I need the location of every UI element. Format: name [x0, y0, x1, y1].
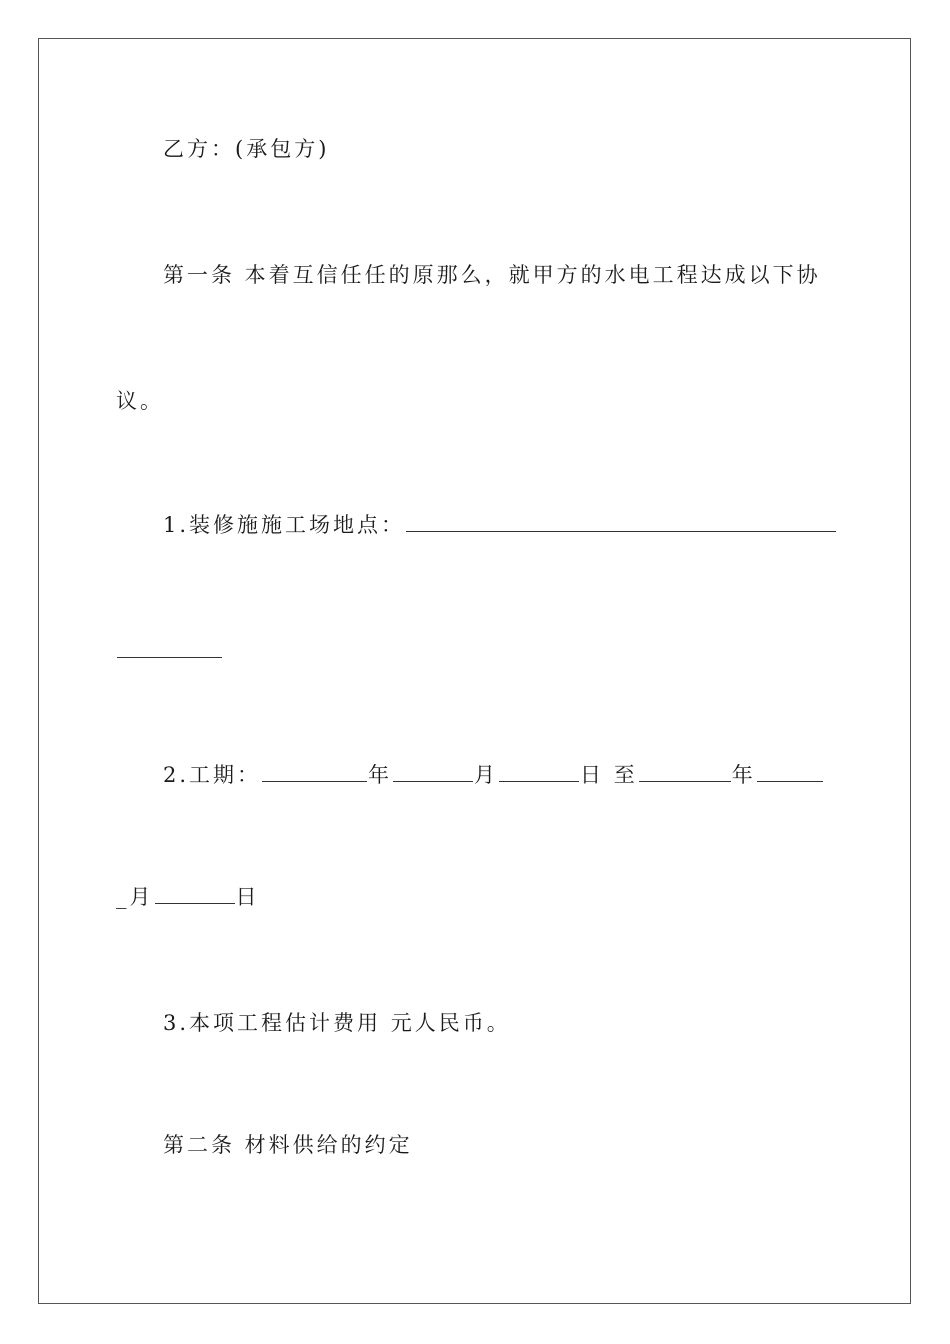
end-month-blank[interactable] [757, 761, 823, 782]
article1-line2: 议。 [116, 389, 164, 413]
item1-label: 1.装修施施工场地点： [163, 513, 406, 537]
end-day-unit: 日 [235, 885, 260, 909]
start-day-unit: 日 至 [580, 763, 638, 787]
start-year-blank[interactable] [262, 761, 367, 782]
end-year-unit: 年 [731, 763, 756, 787]
end-month-unit: _月 [116, 885, 154, 909]
item3-line: 3.本项工程估计费用 元人民币。 [163, 1011, 511, 1035]
site-address-blank-cont[interactable] [117, 637, 222, 658]
item2-line [163, 760, 824, 790]
end-day-blank[interactable] [155, 883, 235, 904]
start-month-blank[interactable] [393, 761, 473, 782]
party-b-line: 乙方：(承包方) [163, 137, 330, 161]
start-year-unit: 年 [368, 763, 393, 787]
start-day-blank[interactable] [499, 761, 579, 782]
article1-line1: 第一条 本着互信任任的原那么，就甲方的水电工程达成以下协 [163, 263, 821, 287]
article2-line: 第二条 材料供给的约定 [163, 1133, 413, 1157]
start-month-unit: 月 [474, 763, 499, 787]
item2-label: 2.工期： [163, 763, 262, 787]
item1-continuation [116, 636, 223, 666]
item1-line [163, 510, 837, 540]
site-address-blank[interactable] [406, 511, 836, 532]
page-frame [38, 38, 911, 1304]
end-year-blank[interactable] [639, 761, 731, 782]
item2-continuation [116, 882, 260, 912]
